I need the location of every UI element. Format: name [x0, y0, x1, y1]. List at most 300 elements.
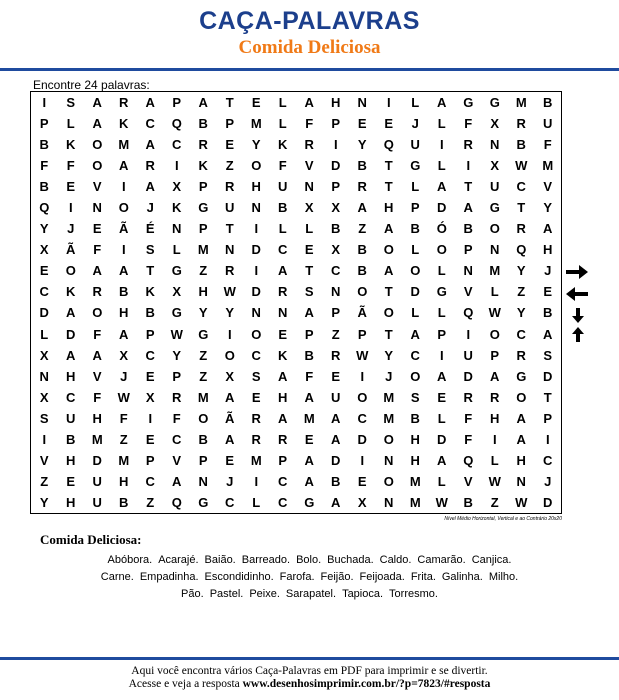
- grid-cell[interactable]: V: [172, 452, 182, 468]
- grid-cell[interactable]: S: [304, 284, 314, 300]
- grid-cell[interactable]: F: [305, 116, 314, 132]
- grid-cell[interactable]: V: [92, 368, 102, 384]
- grid-cell[interactable]: P: [437, 326, 447, 342]
- grid-cell[interactable]: P: [490, 347, 500, 363]
- grid-cell[interactable]: V: [92, 179, 102, 195]
- grid-cell[interactable]: N: [198, 473, 208, 489]
- grid-cell[interactable]: D: [437, 431, 447, 447]
- grid-cell[interactable]: I: [68, 200, 73, 216]
- grid-cell[interactable]: I: [227, 326, 232, 342]
- grid-cell[interactable]: R: [172, 389, 182, 405]
- grid-cell[interactable]: N: [357, 95, 367, 111]
- grid-cell[interactable]: H: [198, 284, 208, 300]
- grid-cell[interactable]: X: [490, 158, 500, 174]
- grid-cell[interactable]: U: [490, 179, 500, 195]
- grid-cell[interactable]: S: [251, 368, 261, 384]
- grid-cell[interactable]: A: [304, 389, 314, 405]
- grid-cell[interactable]: F: [93, 242, 102, 258]
- grid-cell[interactable]: G: [171, 305, 182, 321]
- grid-cell[interactable]: I: [42, 431, 47, 447]
- grid-cell[interactable]: I: [121, 242, 126, 258]
- grid-cell[interactable]: D: [39, 305, 49, 321]
- grid-cell[interactable]: P: [543, 410, 553, 426]
- grid-cell[interactable]: A: [384, 263, 394, 279]
- grid-cell[interactable]: T: [225, 95, 234, 111]
- grid-cell[interactable]: O: [410, 368, 421, 384]
- grid-cell[interactable]: E: [66, 473, 76, 489]
- grid-cell[interactable]: A: [304, 305, 314, 321]
- grid-cell[interactable]: M: [383, 410, 395, 426]
- grid-cell[interactable]: H: [278, 389, 288, 405]
- grid-cell[interactable]: R: [278, 431, 288, 447]
- grid-cell[interactable]: L: [490, 452, 499, 468]
- grid-cell[interactable]: A: [92, 347, 102, 363]
- grid-cell[interactable]: B: [331, 473, 341, 489]
- grid-cell[interactable]: L: [172, 242, 181, 258]
- grid-cell[interactable]: B: [410, 221, 420, 237]
- grid-cell[interactable]: Ã: [119, 221, 129, 237]
- grid-cell[interactable]: U: [463, 347, 473, 363]
- grid-cell[interactable]: O: [251, 158, 262, 174]
- grid-cell[interactable]: F: [464, 410, 473, 426]
- grid-cell[interactable]: B: [331, 221, 341, 237]
- grid-cell[interactable]: O: [410, 263, 421, 279]
- grid-cell[interactable]: L: [437, 473, 446, 489]
- grid-cell[interactable]: G: [304, 494, 315, 510]
- grid-cell[interactable]: C: [278, 494, 288, 510]
- grid-cell[interactable]: A: [516, 410, 526, 426]
- grid-cell[interactable]: A: [463, 200, 473, 216]
- grid-cell[interactable]: I: [439, 137, 444, 153]
- grid-cell[interactable]: I: [466, 326, 471, 342]
- grid-cell[interactable]: D: [92, 452, 102, 468]
- grid-cell[interactable]: X: [304, 200, 314, 216]
- grid-cell[interactable]: O: [198, 410, 209, 426]
- grid-cell[interactable]: M: [542, 158, 554, 174]
- grid-cell[interactable]: K: [145, 284, 155, 300]
- grid-cell[interactable]: X: [357, 494, 367, 510]
- grid-cell[interactable]: O: [251, 326, 262, 342]
- grid-cell[interactable]: P: [357, 326, 367, 342]
- grid-cell[interactable]: C: [516, 179, 526, 195]
- grid-cell[interactable]: G: [198, 326, 209, 342]
- grid-cell[interactable]: T: [517, 200, 526, 216]
- grid-cell[interactable]: D: [543, 494, 553, 510]
- grid-cell[interactable]: U: [278, 179, 288, 195]
- grid-cell[interactable]: A: [437, 95, 447, 111]
- grid-cell[interactable]: I: [121, 179, 126, 195]
- grid-cell[interactable]: P: [331, 179, 341, 195]
- grid-cell[interactable]: X: [39, 242, 49, 258]
- grid-cell[interactable]: Y: [198, 305, 208, 321]
- grid-cell[interactable]: F: [278, 158, 287, 174]
- grid-cell[interactable]: A: [66, 347, 76, 363]
- grid-cell[interactable]: A: [119, 263, 129, 279]
- grid-cell[interactable]: M: [197, 242, 209, 258]
- grid-cell[interactable]: B: [357, 263, 367, 279]
- grid-cell[interactable]: Z: [40, 473, 49, 489]
- grid-cell[interactable]: B: [198, 116, 208, 132]
- grid-cell[interactable]: B: [410, 410, 420, 426]
- grid-cell[interactable]: U: [543, 116, 553, 132]
- grid-cell[interactable]: R: [516, 347, 526, 363]
- grid-cell[interactable]: N: [251, 200, 261, 216]
- grid-cell[interactable]: O: [92, 137, 103, 153]
- grid-cell[interactable]: B: [39, 137, 49, 153]
- grid-cell[interactable]: X: [119, 347, 129, 363]
- grid-cell[interactable]: Y: [251, 137, 261, 153]
- grid-cell[interactable]: A: [490, 368, 500, 384]
- grid-cell[interactable]: X: [39, 389, 49, 405]
- grid-cell[interactable]: Q: [516, 242, 527, 258]
- grid-cell[interactable]: E: [278, 326, 288, 342]
- grid-cell[interactable]: O: [92, 158, 103, 174]
- grid-cell[interactable]: D: [66, 326, 76, 342]
- grid-cell[interactable]: A: [357, 200, 367, 216]
- grid-cell[interactable]: E: [225, 137, 235, 153]
- grid-cell[interactable]: P: [198, 179, 208, 195]
- grid-cell[interactable]: P: [463, 242, 473, 258]
- answer-link[interactable]: www.desenhosimprimir.com.br/?p=7823/#resposta: [242, 678, 491, 690]
- grid-cell[interactable]: H: [331, 95, 341, 111]
- grid-cell[interactable]: Z: [358, 221, 367, 237]
- grid-cell[interactable]: M: [383, 389, 395, 405]
- grid-cell[interactable]: K: [66, 284, 76, 300]
- grid-cell[interactable]: J: [226, 473, 234, 489]
- grid-cell[interactable]: W: [170, 326, 183, 342]
- grid-cell[interactable]: A: [198, 95, 208, 111]
- grid-cell[interactable]: O: [383, 242, 394, 258]
- grid-cell[interactable]: J: [544, 263, 552, 279]
- grid-cell[interactable]: V: [304, 158, 314, 174]
- grid-cell[interactable]: P: [278, 452, 288, 468]
- grid-cell[interactable]: Z: [119, 431, 128, 447]
- grid-cell[interactable]: G: [198, 200, 209, 216]
- grid-cell[interactable]: P: [198, 452, 208, 468]
- grid-cell[interactable]: R: [490, 389, 500, 405]
- grid-cell[interactable]: A: [410, 326, 420, 342]
- grid-cell[interactable]: R: [251, 431, 261, 447]
- grid-cell[interactable]: N: [172, 221, 182, 237]
- grid-cell[interactable]: A: [543, 326, 553, 342]
- grid-cell[interactable]: J: [146, 200, 154, 216]
- grid-cell[interactable]: O: [383, 473, 394, 489]
- grid-cell[interactable]: E: [225, 452, 235, 468]
- grid-cell[interactable]: T: [543, 389, 552, 405]
- grid-cell[interactable]: F: [305, 368, 314, 384]
- grid-cell[interactable]: I: [254, 221, 259, 237]
- grid-cell[interactable]: E: [357, 116, 367, 132]
- grid-cell[interactable]: K: [66, 137, 76, 153]
- grid-cell[interactable]: H: [251, 179, 261, 195]
- grid-cell[interactable]: O: [92, 305, 103, 321]
- grid-cell[interactable]: H: [384, 200, 394, 216]
- grid-cell[interactable]: R: [463, 137, 473, 153]
- grid-cell[interactable]: L: [66, 116, 75, 132]
- grid-cell[interactable]: M: [409, 473, 421, 489]
- grid-cell[interactable]: N: [92, 200, 102, 216]
- grid-cell[interactable]: E: [251, 389, 261, 405]
- grid-cell[interactable]: L: [490, 284, 499, 300]
- grid-cell[interactable]: R: [225, 263, 235, 279]
- grid-cell[interactable]: A: [225, 389, 235, 405]
- grid-cell[interactable]: P: [304, 326, 314, 342]
- grid-cell[interactable]: Z: [517, 284, 526, 300]
- grid-cell[interactable]: Z: [146, 494, 155, 510]
- grid-cell[interactable]: R: [463, 389, 473, 405]
- grid-cell[interactable]: S: [39, 410, 49, 426]
- grid-cell[interactable]: I: [360, 368, 365, 384]
- grid-cell[interactable]: A: [278, 263, 288, 279]
- grid-cell[interactable]: P: [331, 305, 341, 321]
- grid-cell[interactable]: V: [463, 284, 473, 300]
- grid-cell[interactable]: N: [384, 494, 394, 510]
- grid-cell[interactable]: D: [357, 431, 367, 447]
- grid-cell[interactable]: L: [278, 95, 287, 111]
- grid-cell[interactable]: A: [437, 368, 447, 384]
- grid-cell[interactable]: Y: [357, 137, 367, 153]
- grid-cell[interactable]: J: [385, 368, 393, 384]
- grid-cell[interactable]: A: [516, 431, 526, 447]
- grid-cell[interactable]: A: [66, 305, 76, 321]
- grid-cell[interactable]: Y: [39, 494, 49, 510]
- grid-cell[interactable]: V: [463, 473, 473, 489]
- grid-cell[interactable]: A: [172, 473, 182, 489]
- grid-cell[interactable]: U: [410, 137, 420, 153]
- grid-cell[interactable]: C: [331, 263, 341, 279]
- grid-cell[interactable]: O: [489, 326, 500, 342]
- grid-cell[interactable]: Q: [463, 452, 474, 468]
- grid-cell[interactable]: A: [145, 137, 155, 153]
- grid-cell[interactable]: B: [304, 347, 314, 363]
- grid-cell[interactable]: G: [463, 95, 474, 111]
- grid-cell[interactable]: R: [357, 179, 367, 195]
- grid-cell[interactable]: L: [411, 95, 420, 111]
- grid-cell[interactable]: L: [437, 410, 446, 426]
- grid-cell[interactable]: L: [437, 305, 446, 321]
- grid-cell[interactable]: D: [331, 452, 341, 468]
- grid-cell[interactable]: C: [66, 389, 76, 405]
- grid-cell[interactable]: X: [145, 389, 155, 405]
- grid-cell[interactable]: L: [411, 179, 420, 195]
- grid-cell[interactable]: I: [545, 431, 550, 447]
- grid-cell[interactable]: H: [516, 452, 526, 468]
- grid-cell[interactable]: H: [66, 368, 76, 384]
- grid-cell[interactable]: W: [488, 473, 501, 489]
- grid-cell[interactable]: R: [145, 158, 155, 174]
- grid-cell[interactable]: P: [225, 116, 235, 132]
- grid-cell[interactable]: P: [145, 452, 155, 468]
- grid-cell[interactable]: A: [384, 221, 394, 237]
- grid-cell[interactable]: F: [172, 410, 181, 426]
- grid-cell[interactable]: G: [436, 284, 447, 300]
- grid-cell[interactable]: U: [92, 473, 102, 489]
- grid-cell[interactable]: O: [383, 431, 394, 447]
- grid-cell[interactable]: E: [145, 431, 155, 447]
- grid-cell[interactable]: R: [304, 137, 314, 153]
- grid-cell[interactable]: D: [251, 284, 261, 300]
- grid-cell[interactable]: I: [439, 347, 444, 363]
- grid-cell[interactable]: L: [437, 158, 446, 174]
- grid-cell[interactable]: F: [464, 116, 473, 132]
- grid-cell[interactable]: W: [223, 284, 236, 300]
- grid-cell[interactable]: G: [489, 95, 500, 111]
- grid-cell[interactable]: E: [384, 116, 394, 132]
- grid-cell[interactable]: J: [411, 116, 419, 132]
- grid-cell[interactable]: V: [39, 452, 49, 468]
- grid-cell[interactable]: C: [225, 494, 235, 510]
- grid-cell[interactable]: N: [384, 452, 394, 468]
- grid-cell[interactable]: Y: [39, 221, 49, 237]
- grid-cell[interactable]: O: [357, 389, 368, 405]
- grid-cell[interactable]: Q: [383, 137, 394, 153]
- grid-cell[interactable]: B: [357, 158, 367, 174]
- grid-cell[interactable]: L: [411, 242, 420, 258]
- grid-cell[interactable]: Q: [463, 305, 474, 321]
- grid-cell[interactable]: N: [463, 263, 473, 279]
- grid-cell[interactable]: S: [543, 347, 553, 363]
- grid-cell[interactable]: B: [543, 95, 553, 111]
- grid-cell[interactable]: F: [40, 158, 49, 174]
- grid-cell[interactable]: O: [383, 305, 394, 321]
- grid-cell[interactable]: L: [252, 494, 261, 510]
- grid-cell[interactable]: R: [225, 179, 235, 195]
- grid-cell[interactable]: A: [304, 473, 314, 489]
- grid-cell[interactable]: X: [490, 116, 500, 132]
- grid-cell[interactable]: C: [357, 410, 367, 426]
- grid-cell[interactable]: C: [145, 473, 155, 489]
- grid-cell[interactable]: C: [39, 284, 49, 300]
- grid-cell[interactable]: Ã: [225, 410, 235, 426]
- grid-cell[interactable]: A: [331, 431, 341, 447]
- grid-cell[interactable]: P: [39, 116, 49, 132]
- grid-cell[interactable]: D: [463, 368, 473, 384]
- grid-cell[interactable]: L: [278, 116, 287, 132]
- grid-cell[interactable]: H: [119, 473, 129, 489]
- grid-cell[interactable]: R: [278, 284, 288, 300]
- grid-cell[interactable]: T: [384, 179, 393, 195]
- grid-cell[interactable]: A: [278, 368, 288, 384]
- grid-cell[interactable]: P: [145, 326, 155, 342]
- grid-cell[interactable]: J: [67, 221, 75, 237]
- grid-cell[interactable]: E: [66, 179, 76, 195]
- grid-cell[interactable]: A: [145, 179, 155, 195]
- grid-cell[interactable]: M: [91, 431, 103, 447]
- grid-cell[interactable]: I: [42, 95, 47, 111]
- grid-cell[interactable]: E: [543, 284, 553, 300]
- grid-cell[interactable]: K: [278, 347, 288, 363]
- grid-cell[interactable]: D: [437, 200, 447, 216]
- grid-cell[interactable]: R: [251, 410, 261, 426]
- grid-cell[interactable]: T: [384, 158, 393, 174]
- grid-cell[interactable]: Ã: [357, 305, 367, 321]
- grid-cell[interactable]: Z: [225, 158, 234, 174]
- grid-cell[interactable]: D: [543, 368, 553, 384]
- grid-cell[interactable]: T: [146, 263, 155, 279]
- grid-cell[interactable]: K: [198, 158, 208, 174]
- grid-cell[interactable]: G: [489, 200, 500, 216]
- grid-cell[interactable]: Q: [171, 116, 182, 132]
- grid-cell[interactable]: J: [120, 368, 128, 384]
- grid-cell[interactable]: B: [463, 494, 473, 510]
- grid-cell[interactable]: B: [463, 221, 473, 237]
- grid-cell[interactable]: Y: [516, 305, 526, 321]
- grid-cell[interactable]: N: [39, 368, 49, 384]
- grid-cell[interactable]: D: [410, 284, 420, 300]
- grid-cell[interactable]: U: [92, 494, 102, 510]
- grid-cell[interactable]: U: [225, 200, 235, 216]
- grid-cell[interactable]: G: [198, 494, 209, 510]
- grid-cell[interactable]: N: [278, 305, 288, 321]
- grid-cell[interactable]: C: [145, 116, 155, 132]
- grid-cell[interactable]: Y: [225, 305, 235, 321]
- grid-cell[interactable]: Q: [171, 494, 182, 510]
- grid-cell[interactable]: X: [225, 368, 235, 384]
- grid-cell[interactable]: M: [515, 95, 527, 111]
- grid-cell[interactable]: E: [39, 263, 49, 279]
- grid-cell[interactable]: Y: [543, 200, 553, 216]
- grid-cell[interactable]: E: [251, 95, 261, 111]
- grid-cell[interactable]: F: [93, 389, 102, 405]
- grid-cell[interactable]: R: [198, 137, 208, 153]
- grid-cell[interactable]: N: [251, 305, 261, 321]
- grid-cell[interactable]: W: [356, 347, 369, 363]
- grid-cell[interactable]: L: [278, 221, 287, 237]
- grid-cell[interactable]: A: [304, 452, 314, 468]
- grid-cell[interactable]: U: [331, 389, 341, 405]
- grid-cell[interactable]: N: [304, 179, 314, 195]
- grid-cell[interactable]: E: [304, 431, 314, 447]
- grid-cell[interactable]: N: [225, 242, 235, 258]
- grid-cell[interactable]: Z: [199, 368, 208, 384]
- grid-cell[interactable]: S: [410, 389, 420, 405]
- grid-cell[interactable]: B: [119, 284, 129, 300]
- grid-cell[interactable]: A: [543, 221, 553, 237]
- grid-cell[interactable]: I: [386, 95, 391, 111]
- grid-cell[interactable]: K: [278, 137, 288, 153]
- grid-cell[interactable]: A: [225, 431, 235, 447]
- grid-cell[interactable]: V: [543, 179, 553, 195]
- grid-cell[interactable]: M: [250, 116, 262, 132]
- grid-cell[interactable]: A: [331, 494, 341, 510]
- grid-cell[interactable]: K: [172, 200, 182, 216]
- grid-cell[interactable]: C: [410, 347, 420, 363]
- grid-cell[interactable]: A: [92, 263, 102, 279]
- grid-cell[interactable]: B: [66, 431, 76, 447]
- grid-cell[interactable]: Ã: [66, 242, 76, 258]
- grid-cell[interactable]: R: [331, 347, 341, 363]
- grid-cell[interactable]: H: [410, 431, 420, 447]
- grid-cell[interactable]: B: [119, 494, 129, 510]
- grid-cell[interactable]: Ó: [436, 221, 447, 237]
- grid-cell[interactable]: G: [410, 158, 421, 174]
- grid-cell[interactable]: E: [437, 389, 447, 405]
- grid-cell[interactable]: I: [254, 263, 259, 279]
- grid-cell[interactable]: H: [66, 452, 76, 468]
- grid-cell[interactable]: A: [119, 158, 129, 174]
- grid-cell[interactable]: Y: [384, 347, 394, 363]
- grid-cell[interactable]: X: [39, 347, 49, 363]
- grid-cell[interactable]: C: [251, 347, 261, 363]
- grid-cell[interactable]: L: [437, 116, 446, 132]
- grid-cell[interactable]: B: [198, 431, 208, 447]
- grid-cell[interactable]: G: [171, 263, 182, 279]
- grid-cell[interactable]: I: [492, 431, 497, 447]
- grid-cell[interactable]: B: [39, 179, 49, 195]
- grid-cell[interactable]: Z: [199, 347, 208, 363]
- grid-cell[interactable]: S: [145, 242, 155, 258]
- grid-cell[interactable]: H: [490, 410, 500, 426]
